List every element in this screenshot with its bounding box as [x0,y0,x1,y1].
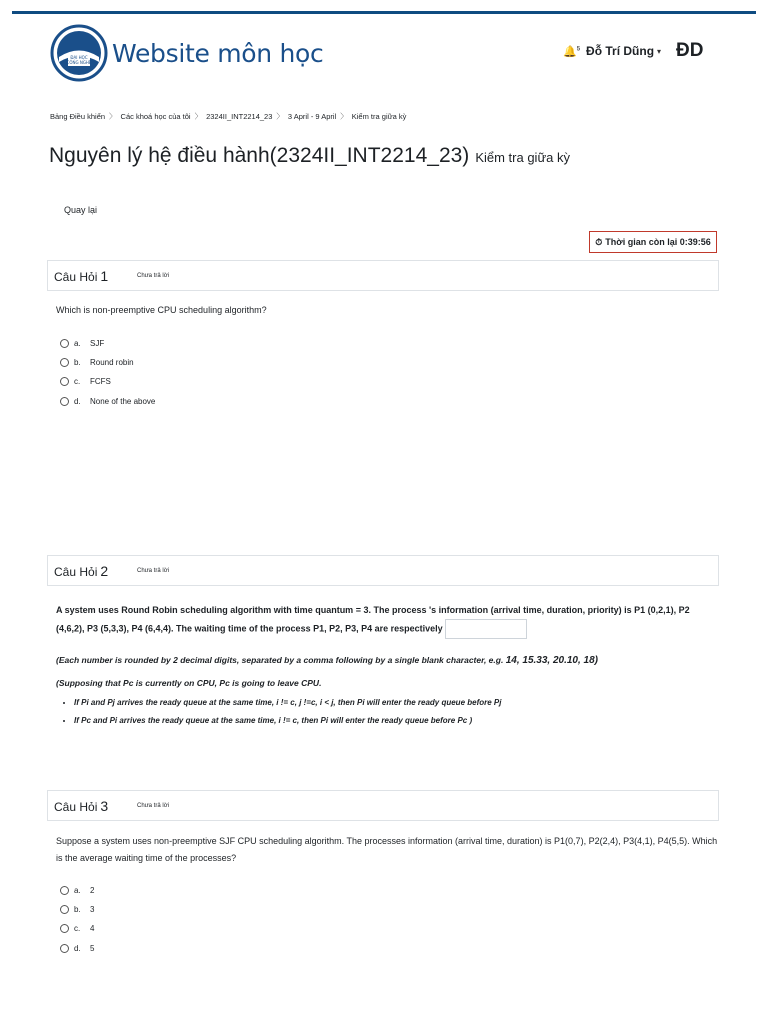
option-letter: a. [74,339,81,348]
question-number: 2 [100,562,109,579]
back-button[interactable]: Quay lại [64,205,98,215]
list-item: • If Pi and Pj arrives the ready queue at the same time, i != c, j !=c, i < j, then Pi will enter the ready queue before Pj [74,694,501,712]
q3-option-d[interactable] [60,944,94,953]
notification-bell-icon[interactable]: 🔔$^5$ [563,45,581,58]
question-3-header [47,790,719,821]
question-2-text-body: A system uses Round Robin scheduling algorithm with time quantum = 3. The process 's information (arrival time, duration, priority) is P1 (0,2,1), P2 (4,6,2), P3 (5,3,3), P4 (6,4,4). The waiting time of the process P1, P2, P3, P4 are respectively [56,605,690,634]
radio-button[interactable] [60,944,69,953]
q1-option-a[interactable] [60,339,104,348]
option-letter: d. [74,397,81,406]
university-logo-icon [50,24,108,82]
option-text: Round robin [90,358,134,367]
question-3-text: Suppose a system uses non-preemptive SJF CPU scheduling algorithm. The processes information (arrival time, duration) is P1(0,7), P2(2,4), P3(4,1), P4(5,5). Which is the average waiting time of the processes? [56,836,718,863]
timer-box [589,231,717,253]
q1-option-d[interactable] [60,397,155,406]
note-example: 14, 15.33, 20.10, 18) [505,655,598,666]
question-number: 3 [100,797,109,814]
radio-button[interactable] [60,886,69,895]
question-1-header [47,260,719,291]
user-avatar[interactable]: ĐD [676,40,704,61]
q1-option-c[interactable] [60,377,111,386]
clock-icon: ⏱ [595,236,603,247]
user-menu[interactable] [563,44,661,58]
question-number: 1 [100,267,109,284]
option-text: 4 [90,924,95,933]
question-status: Chưa trả lời [137,272,169,279]
question-2-note-1 [56,655,598,666]
option-letter: a. [74,886,81,895]
q1-option-b[interactable] [60,358,134,367]
note-text: (Each number is rounded by 2 decimal digits, separated by a comma following by a single blank character, e.g. [56,655,504,665]
radio-button[interactable] [60,924,69,933]
option-letter: b. [74,358,81,367]
option-letter: c. [74,924,81,933]
breadcrumb-dashboard[interactable]: Bảng Điều khiển [50,112,106,121]
option-text: FCFS [90,377,111,386]
chevron-down-icon[interactable]: ▾ [657,46,662,56]
chevron-right-icon: 〉 [276,112,284,121]
site-logo-link[interactable] [50,24,323,82]
option-text: SJF [90,339,105,348]
question-2-bullets [56,694,501,730]
answer-input[interactable] [445,619,527,639]
course-title-text: Nguyên lý hệ điều hành(2324II_INT2214_23) [49,144,470,167]
option-letter: b. [74,905,81,914]
question-label [54,798,108,814]
top-accent-bar [12,11,756,14]
chevron-right-icon: 〉 [340,112,348,121]
question-label [54,268,108,284]
option-letter: c. [74,377,81,386]
radio-button[interactable] [60,377,69,386]
breadcrumb [50,111,406,122]
option-text: None of the above [90,397,156,406]
radio-button[interactable] [60,905,69,914]
chevron-right-icon: 〉 [109,112,117,121]
chevron-right-icon: 〉 [194,112,203,121]
question-status: Chưa trả lời [137,802,169,809]
breadcrumb-my-courses[interactable]: Các khoá học của tôi [120,112,191,121]
quiz-name: Kiểm tra giữa kỳ [475,150,570,165]
question-2-note-2: (Supposing that Pc is currently on CPU, Pc is going to leave CPU. [56,678,322,688]
timer-label: Thời gian còn lại 0:39:56 [605,237,711,247]
site-title[interactable]: Website môn học [112,38,324,68]
radio-button[interactable] [60,397,69,406]
list-item: • If Pc and Pi arrives the ready queue at the same time, i != c, then Pi will enter the ready queue before Pc ) [74,712,501,730]
q3-option-c[interactable] [60,924,94,933]
question-2-header [47,555,719,586]
option-text: 3 [90,905,95,914]
option-letter: d. [74,944,81,953]
notification-count: 5 [576,45,581,52]
question-label-text: Câu Hỏi [54,564,98,579]
radio-button[interactable] [60,358,69,367]
q3-option-b[interactable] [60,905,94,914]
question-1-text: Which is non-preemptive CPU scheduling algorithm? [56,305,267,315]
option-text: 5 [90,944,95,953]
logo-text-bottom: CÔNG NGHỆ [66,60,92,65]
logo-text-top: ĐẠI HỌC [70,55,88,60]
q3-option-a[interactable] [60,886,94,895]
question-2-text [56,602,720,639]
breadcrumb-week[interactable]: 3 April - 9 April [287,112,337,121]
user-name[interactable]: Đỗ Trí Dũng [586,44,655,58]
question-label-text: Câu Hỏi [54,799,98,814]
question-label [54,563,108,579]
breadcrumb-quiz[interactable]: Kiểm tra giữa kỳ [351,112,407,121]
option-text: 2 [90,886,95,895]
question-label-text: Câu Hỏi [54,269,98,284]
breadcrumb-course[interactable]: 2324II_INT2214_23 [206,112,273,121]
question-status: Chưa trả lời [137,567,169,574]
page-title [49,144,570,168]
radio-button[interactable] [60,339,69,348]
